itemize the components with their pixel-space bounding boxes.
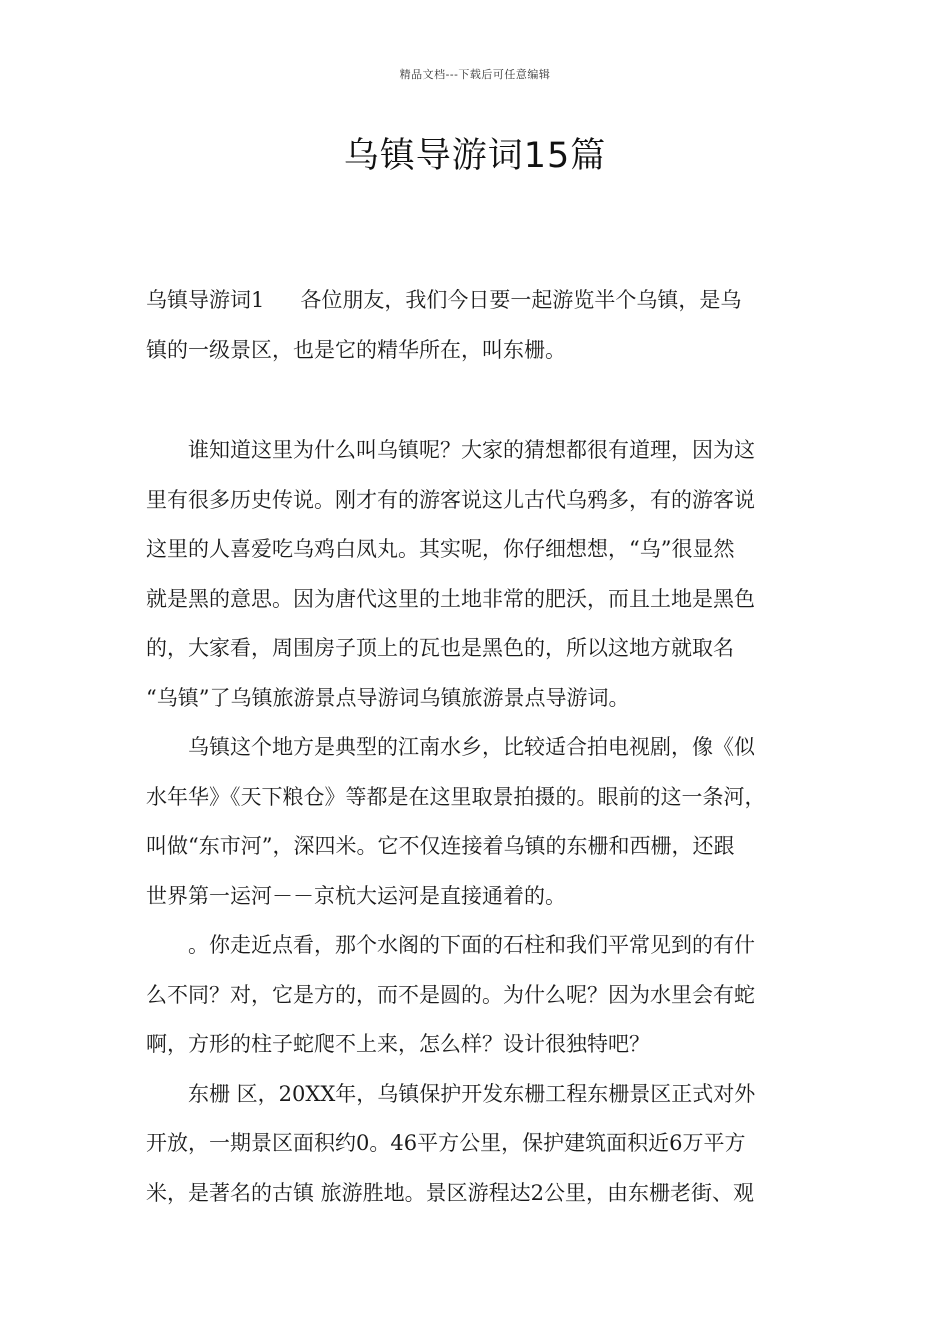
paragraph-line: 就是黑的意思。因为唐代这里的土地非常的肥沃，而且土地是黑色 [146,586,755,611]
page-title: 乌镇导游词15篇 [343,136,607,176]
paragraph-line: 谁知道这里为什么叫乌镇呢？大家的猜想都很有道理，因为这 [146,438,755,462]
intro-line-1-text: 各位朋友，我们今日要一起游览半个乌镇，是乌 [300,288,742,312]
paragraph-line: 么不同？对，它是方的，而不是圆的。为什么呢？因为水里会有蛇 [146,982,755,1007]
paragraph-line: 叫做“东市河”，深四米。它不仅连接着乌镇的东栅和西栅，还跟 [146,834,735,858]
section-label: 乌镇导游词1 [146,288,265,312]
paragraph-line: 啊，方形的柱子蛇爬不上来，怎么样？设计很独特吧？ [146,1032,650,1056]
paragraph-line: 的，大家看，周围房子顶上的瓦也是黑色的，所以这地方就取名 [146,636,734,660]
paragraph-line: 世界第一运河－－京杭大运河是直接通着的。 [146,883,566,908]
paragraph-line: “乌镇”了乌镇旅游景点导游词乌镇旅游景点导游词。 [146,685,630,710]
paragraph-2 [146,723,806,921]
paragraph-4 [146,1070,806,1219]
intro-paragraph [146,276,806,375]
paragraph-line: 米，是著名的古镇 旅游胜地。景区游程达2公里，由东栅老街、观 [146,1180,755,1205]
paragraph-line: 这里的人喜爱吃乌鸡白凤丸。其实呢，你仔细想想，“乌”很显然 [146,537,735,561]
header-note: 精品文档---下载后可任意编辑 [399,68,551,81]
paragraph-line: 。你走近点看，那个水阁的下面的石柱和我们平常见到的有什 [146,933,755,957]
intro-line-1 [146,276,806,326]
paragraph-line: 东栅 区，20XX年，乌镇保护开发东栅工程东栅景区正式对外 [146,1081,756,1106]
paragraph-1 [146,426,806,723]
paragraph-line: 里有很多历史传说。刚才有的游客说这儿古代乌鸦多，有的游客说 [146,487,755,512]
paragraph-line: 乌镇这个地方是典型的江南水乡，比较适合拍电视剧，像《似 [146,735,755,759]
paragraphs-container [146,426,806,1218]
intro-line-2: 镇的一级景区，也是它的精华所在，叫东栅。 [146,337,566,362]
paragraph-3 [146,921,806,1070]
paragraph-line: 水年华》《天下粮仓》等都是在这里取景拍摄的。眼前的这一条河， [146,784,766,809]
paragraph-line: 开放，一期景区面积约0。46平方公里，保护建筑面积近6万平方 [146,1131,746,1155]
